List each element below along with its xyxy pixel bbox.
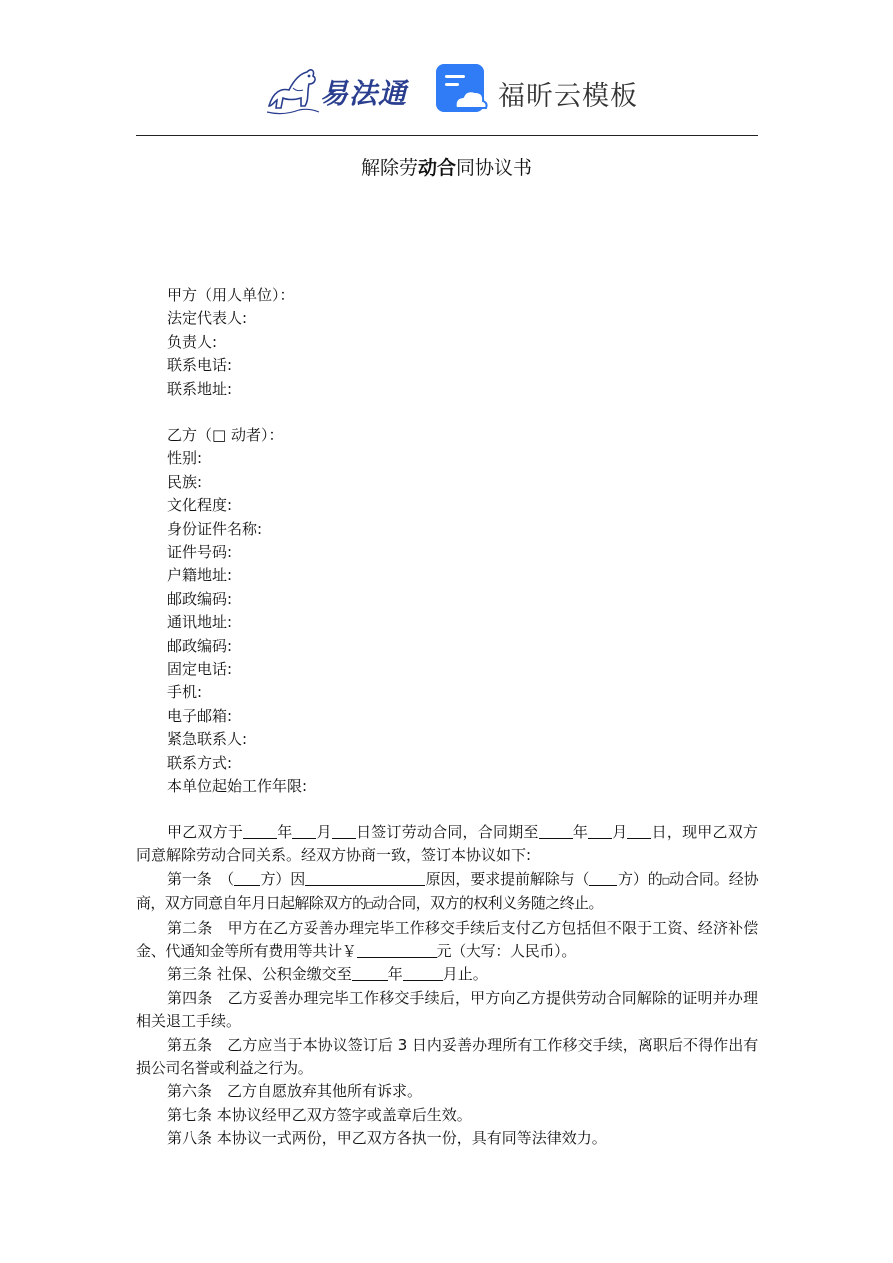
blank-month[interactable] [292,823,316,839]
blank-year[interactable] [243,823,277,839]
party-a-field: 负责人: [167,332,218,351]
party-b-field: 邮政编码: [167,589,233,608]
party-b-field: 固定电话: [167,660,233,679]
blank-amount[interactable] [357,942,437,958]
party-a-section [167,284,295,401]
cloud-doc-icon [436,64,488,118]
party-b-section [167,424,307,799]
blank-party[interactable] [234,870,260,886]
article-6: 第六条 乙方自愿放弃其他所有诉求。 [167,1082,423,1101]
party-b-field: 民族: [167,472,203,491]
party-b-field: 户籍地址: [167,566,233,585]
party-b-field: 文化程度: [167,496,233,515]
party-b-field: 手机: [167,683,203,702]
article-4: 第四条 乙方妥善办理完毕工作移交手续后，甲方向乙方提供劳动合同解除的证明并办理相关退工手续。 [136,988,758,1031]
logo-right-text: 福昕云模板 [498,81,638,112]
intro-paragraph: 甲乙双方于 年 月 日签订劳动合同，合同期至 年 月 日，现甲乙双方同意解除劳动合同关系。经双方协商一致，签订本协议如下: [136,823,758,865]
party-a-field: 联系电话: [167,356,233,375]
article-8: 第八条 本协议一式两份，甲乙双方各执一份，具有同等法律效力。 [167,1129,607,1148]
agreement-body [136,821,758,1151]
yifatong-logo [263,62,413,118]
party-b-field: 联系方式: [167,753,233,772]
header-logos [0,60,893,120]
party-b-field: 身份证件名称: [167,519,263,538]
party-b-field: 证件号码: [167,543,233,562]
title-part1: 解除劳 [360,157,418,179]
blank-reason[interactable] [305,870,425,886]
party-b-field: 电子邮箱: [167,706,233,725]
title-part2: 同协议书 [456,157,533,179]
logo-left-text: 易法通 [320,77,408,110]
article-1: 第一条 （ 方）因 原因，要求提前解除与（ 方）的□动合同。经协商，双方同意自年月日起解除双方的□动合同，双方的权利义务随之终止。 [136,869,758,913]
party-a-field: 法定代表人: [167,309,248,328]
blank-day[interactable] [332,823,356,839]
qilin-icon [263,62,321,118]
blank-year[interactable] [539,823,573,839]
article-5: 第五条 乙方应当于本协议签订后 3 日内妥善办理所有工作移交手续，离职后不得作出有损公司名誉或利益之行为。 [136,1035,758,1078]
party-a-heading: 甲方（用人单位）： [167,286,295,304]
party-b-field: 邮政编码: [167,636,233,655]
article-7: 第七条 本协议经甲乙双方签字或盖章后生效。 [167,1105,472,1124]
blank-month[interactable] [403,965,443,981]
document-title [0,153,893,180]
article-2: 第二条 甲方在乙方妥善办理完毕工作移交手续后支付乙方包括但不限于工资、经济补偿金、代通知金等所有费用等共计￥ 元（大写：人民币）。 [136,918,758,961]
blank-party[interactable] [589,870,617,886]
party-b-field: 紧急联系人: [167,730,248,749]
party-b-heading: 乙方（□ 动者）： [167,426,284,444]
party-b-field: 性别: [167,449,203,468]
party-b-field: 本单位起始工作年限: [167,777,308,796]
blank-year[interactable] [352,965,388,981]
blank-month[interactable] [588,823,612,839]
party-a-field: 联系地址: [167,379,233,398]
party-b-field: 通讯地址: [167,613,233,632]
article-3: 第三条 社保、公积金缴交至 年 月止。 [167,965,488,984]
header-divider [136,135,758,136]
fuxin-logo [436,64,656,118]
title-bold: 动合 [417,157,456,179]
blank-day[interactable] [627,823,651,839]
